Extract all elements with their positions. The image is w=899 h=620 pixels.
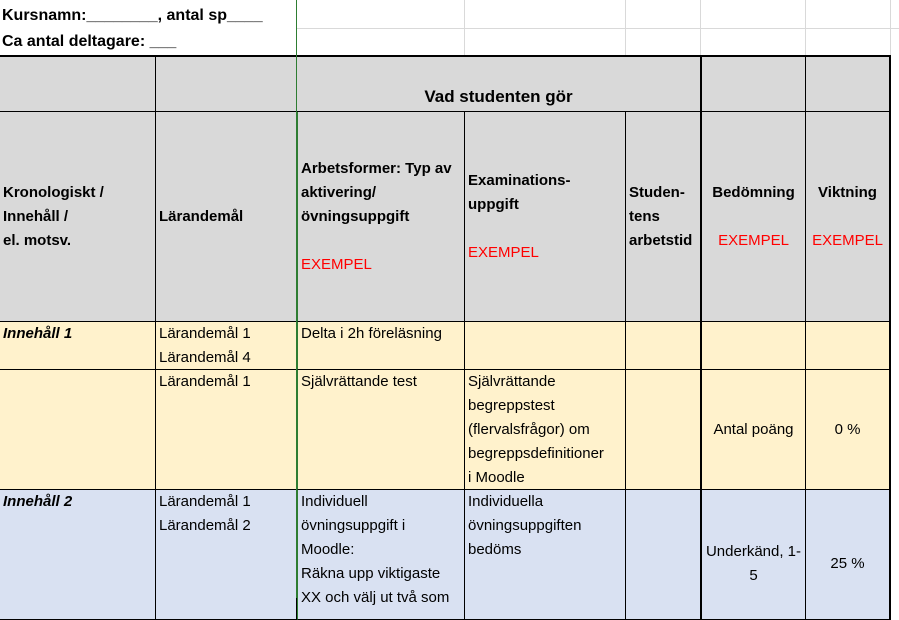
spacer bbox=[806, 205, 889, 229]
assessment-line: Underkänd, 1- bbox=[705, 543, 802, 560]
header-col5-line: arbetstid bbox=[629, 231, 693, 249]
exam-line: i Moodle bbox=[468, 469, 525, 486]
example-label: EXEMPEL bbox=[718, 231, 789, 249]
spacer bbox=[702, 490, 805, 540]
weight-value: 25 % bbox=[830, 555, 865, 572]
goal-item: Lärandemål 2 bbox=[159, 517, 251, 534]
exam-line: begreppsdefinitioner bbox=[468, 445, 604, 462]
exam-line: (flervalsfrågor) om bbox=[468, 421, 590, 438]
row2-content[interactable] bbox=[0, 370, 156, 490]
example-label: EXEMPEL bbox=[468, 243, 539, 261]
header-student-time[interactable] bbox=[626, 112, 702, 322]
header-blank-1[interactable] bbox=[0, 57, 156, 112]
row2-goals[interactable] bbox=[156, 370, 297, 490]
header-blank-7[interactable] bbox=[806, 57, 891, 112]
header-group-cell[interactable] bbox=[297, 57, 702, 112]
assessment-value: Antal poäng bbox=[713, 420, 794, 438]
exam-line: Självrättande bbox=[468, 373, 556, 390]
spacer bbox=[301, 229, 461, 253]
activity-line: Självrättande test bbox=[301, 373, 417, 390]
header-col4-line: Examinations- bbox=[468, 171, 571, 189]
activity-line: Räkna upp viktigaste bbox=[301, 565, 441, 582]
row3-time[interactable] bbox=[626, 490, 702, 620]
activity-line: Delta i 2h föreläsning bbox=[301, 325, 442, 342]
row2-activity[interactable] bbox=[297, 370, 465, 490]
row1-content[interactable]: Innehåll 1 bbox=[0, 322, 156, 370]
header-col5-line: Studen- bbox=[629, 183, 685, 201]
header-col4-line: uppgift bbox=[468, 195, 519, 213]
row2-assessment[interactable] bbox=[702, 370, 806, 490]
row1-exam[interactable] bbox=[465, 322, 626, 370]
row1-time[interactable] bbox=[626, 322, 702, 370]
row3-assessment[interactable] bbox=[702, 490, 806, 620]
header-exam-task[interactable] bbox=[465, 112, 626, 322]
spacer bbox=[806, 490, 889, 552]
exam-line: övningsuppgiften bbox=[468, 517, 582, 534]
example-label: EXEMPEL bbox=[812, 231, 883, 249]
header-learning-goals[interactable] bbox=[156, 112, 297, 322]
course-name-field[interactable]: Kursnamn:________, antal sp____ bbox=[2, 7, 263, 24]
header-assessment[interactable] bbox=[702, 112, 806, 322]
header-col5-line: tens bbox=[629, 207, 660, 225]
row2-time[interactable] bbox=[626, 370, 702, 490]
activity-line: övningsuppgift i bbox=[301, 517, 406, 534]
example-label: EXEMPEL bbox=[301, 255, 372, 273]
spacer bbox=[468, 217, 622, 241]
header-col2-label: Lärandemål bbox=[159, 207, 244, 225]
header-col3-line: Arbetsformer: Typ av bbox=[301, 159, 452, 177]
header-chronological[interactable] bbox=[0, 112, 156, 322]
row1-goals[interactable] bbox=[156, 322, 297, 370]
header-col7-label: Viktning bbox=[818, 183, 877, 201]
header-blank-2[interactable] bbox=[156, 57, 297, 112]
activity-line: Moodle: bbox=[301, 541, 355, 558]
exam-line: bedöms bbox=[468, 541, 522, 558]
freeze-pane-divider bbox=[296, 0, 297, 598]
row3-activity[interactable] bbox=[297, 490, 465, 620]
goal-item: Lärandemål 1 bbox=[159, 493, 251, 510]
header-weighting[interactable] bbox=[806, 112, 891, 322]
goal-item: Lärandemål 1 bbox=[159, 373, 251, 390]
header-col3-line: aktivering/ bbox=[301, 183, 377, 201]
gridline bbox=[296, 28, 899, 29]
row3-exam[interactable] bbox=[465, 490, 626, 620]
row2-exam[interactable] bbox=[465, 370, 626, 490]
header-col1-line: Innehåll / bbox=[3, 207, 69, 225]
row3-goals[interactable] bbox=[156, 490, 297, 620]
row1-activity[interactable] bbox=[297, 322, 465, 370]
activity-line: Individuell bbox=[301, 493, 368, 510]
exam-line: begreppstest bbox=[468, 397, 555, 414]
header-group-title: Vad studenten gör bbox=[424, 87, 573, 106]
header-col1-line: el. motsv. bbox=[3, 231, 72, 249]
weight-value: 0 % bbox=[834, 420, 861, 438]
exam-line: Individuella bbox=[468, 493, 544, 510]
header-col6-label: Bedömning bbox=[712, 183, 795, 201]
activity-line: XX och välj ut två som bbox=[301, 589, 450, 606]
row3-content[interactable]: Innehåll 2 bbox=[0, 490, 156, 620]
header-col3-line: övningsuppgift bbox=[301, 207, 410, 225]
participants-field[interactable]: Ca antal deltagare: ___ bbox=[2, 33, 177, 50]
spacer bbox=[702, 205, 805, 229]
row1-weight[interactable] bbox=[806, 322, 891, 370]
header-blank-6[interactable] bbox=[702, 57, 806, 112]
row3-weight[interactable] bbox=[806, 490, 891, 620]
header-col1-line: Kronologiskt / bbox=[3, 183, 104, 201]
header-work-forms[interactable] bbox=[297, 112, 465, 322]
assessment-line: 5 bbox=[749, 567, 758, 584]
row1-assessment[interactable] bbox=[702, 322, 806, 370]
goal-item: Lärandemål 1 bbox=[159, 325, 251, 342]
row2-weight[interactable] bbox=[806, 370, 891, 490]
goal-item: Lärandemål 4 bbox=[159, 349, 251, 366]
